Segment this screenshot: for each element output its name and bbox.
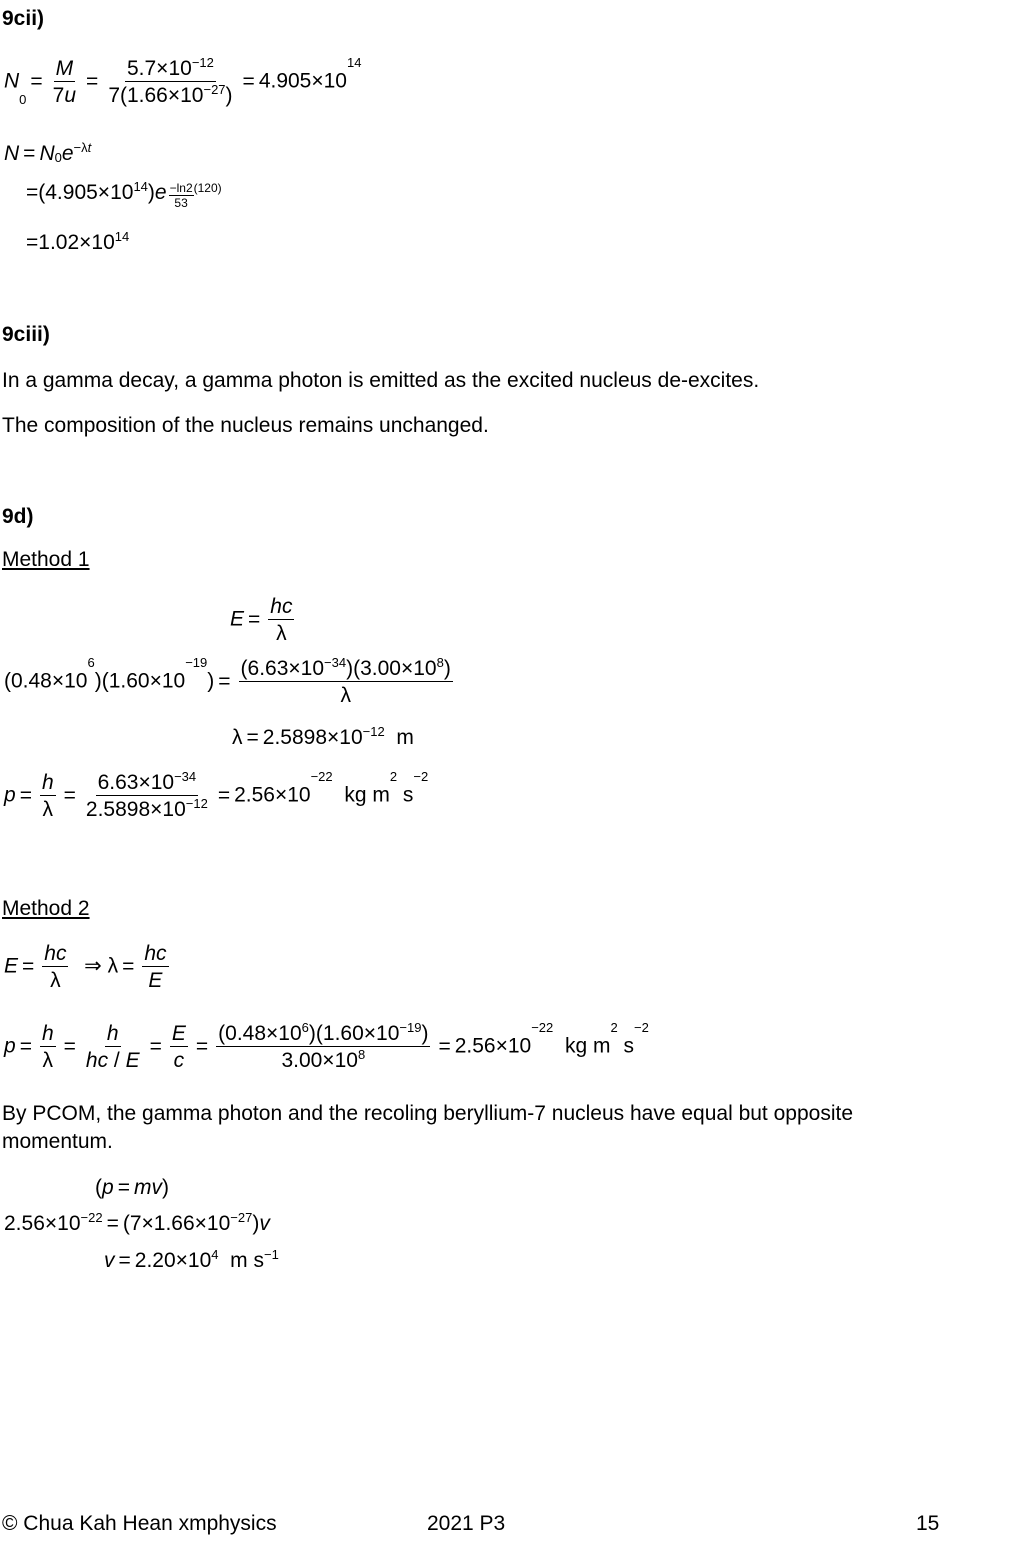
equation-decay-result: $=1.02\times 10^{14}$: [26, 229, 130, 254]
footer-paper: 2021 P3: [427, 1512, 506, 1535]
method2-heading: Method 2: [2, 897, 90, 920]
equation-decay-law: $N = N0e^{-\lambda t}$: [4, 140, 92, 165]
section-heading-9cii: 9cii): [2, 7, 45, 30]
gamma-text-line2: The composition of the nucleus remains unchanged.: [2, 414, 489, 437]
section-heading-9d: 9d): [2, 505, 34, 528]
gamma-text-line1: In a gamma decay, a gamma photon is emitted as the excited nucleus de-excites.: [2, 369, 760, 392]
equation-momentum-m1: p = $\frac{h}{\lambda}$ = $\frac{6.63\times 10^{-34}}{2.5898\times 10^{-12}}$ = $2.56\times 10^{-22}$ kg $m^2$ $s^{-2}$: [4, 769, 429, 821]
equation-lambda-hc-e: E = $\frac{hc}{\lambda}$ ⇒ λ = $\frac{hc}{E}$: [4, 942, 167, 992]
section-heading-9ciii: 9ciii): [2, 323, 50, 346]
equation-n0: N0= $\frac{M}{7u}$ = $\frac{5.7\times 10^{-12}}{7(1.66\times 10^{-27})}$ = $4.905\times 10^{14}$: [4, 55, 362, 107]
equation-decay-sub: $=(4.905\times 10^{14})e$ $\frac{-\ln 2}{53}$ $^{(120)}$: [26, 179, 222, 210]
equation-lambda-result: $\lambda = 2.5898\times 10^{-12}$ m: [232, 724, 414, 749]
pcom-text-line1: By PCOM, the gamma photon and the recoling beryllium-7 nucleus have equal but opposite: [2, 1102, 853, 1125]
footer-page-number: 15: [916, 1512, 940, 1535]
equation-p-mv: (p = mv): [95, 1176, 169, 1199]
equation-energy-sub: $(0.48\times 10^6)(1.60\times 10^{-19})$ = $\frac{(6.63\times 10^{-34})(3.00\times 10^8)}{\lambda}$: [4, 655, 451, 707]
pcom-text-line2: momentum.: [2, 1130, 113, 1153]
footer-copyright: © Chua Kah Hean xmphysics: [2, 1512, 277, 1535]
equation-momentum-balance: $2.56\times 10^{-22} = (7\times 1.66\times 10^{-27})v$: [4, 1210, 270, 1235]
equation-velocity-result: $v = 2.20\times 10^4$ m $s^{-1}$: [104, 1247, 279, 1272]
equation-momentum-m2: p = $\frac{h}{\lambda}$ = $\frac{h}{hc / E}$ = $\frac{E}{c}$ = $\frac{(0.48\times 10^6)(1.60\times 10^{-19})}{3.00\times 10^8}$ = $2.56\times 10^{-22}$ kg $m^2$ $s^{-2}$: [4, 1020, 649, 1072]
method1-heading: Method 1: [2, 548, 90, 571]
equation-e-hc-lambda: E = $\frac{hc}{\lambda}$: [230, 595, 293, 645]
